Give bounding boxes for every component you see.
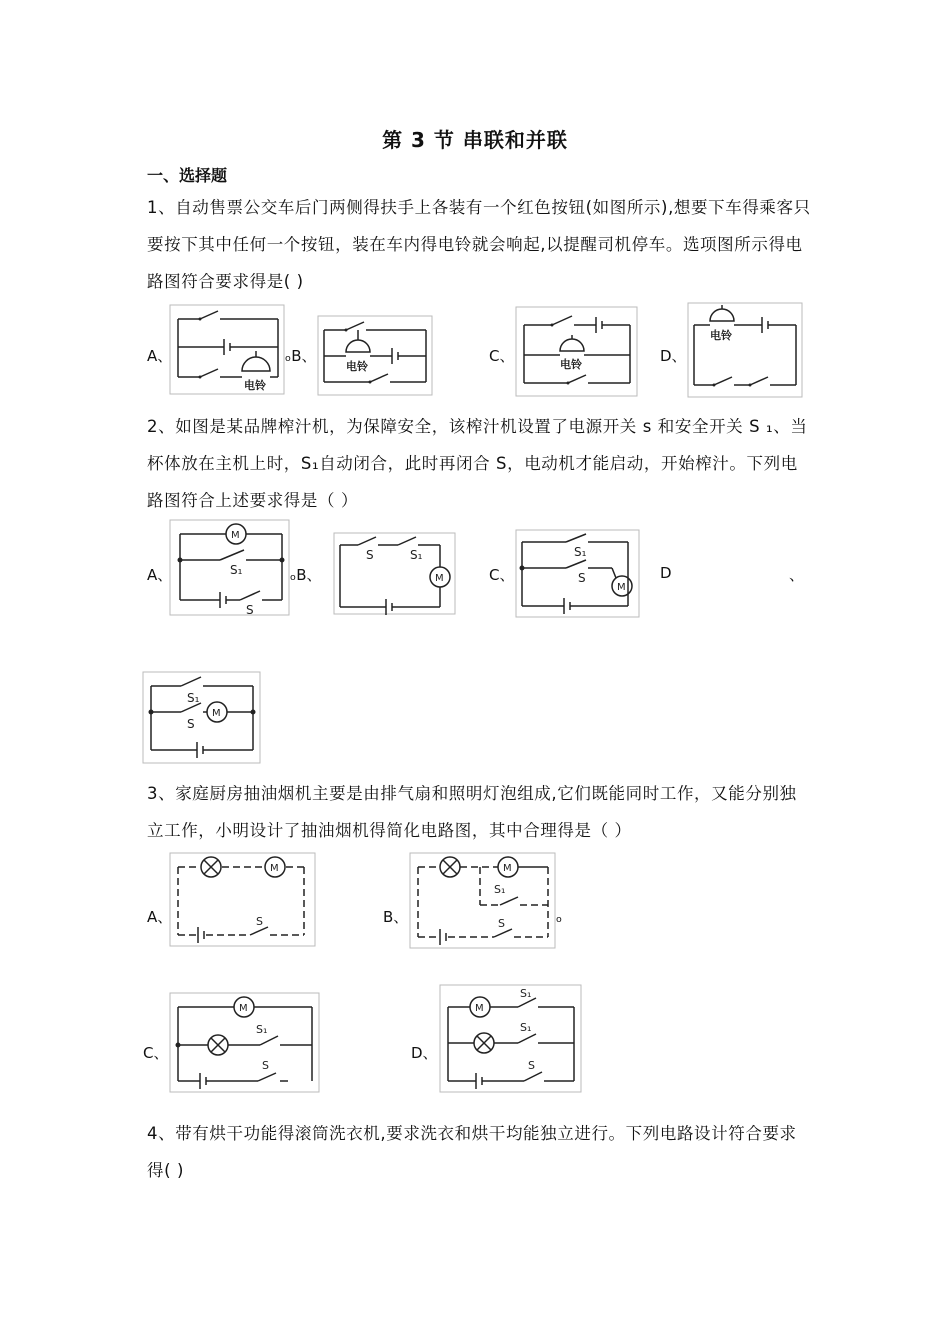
q1-option-d-label: D、 (660, 347, 687, 365)
q3-circuit-d (440, 985, 582, 1093)
q3c-s1-label: S₁ (256, 1023, 268, 1036)
q3b-s-label: S (498, 917, 505, 930)
q2-circuit-d (143, 672, 261, 764)
q1-circuit-a (170, 305, 285, 395)
q1-circuit-c (516, 307, 638, 397)
q3-option-d-label: D、 (411, 1044, 438, 1062)
question-3-text: 3、家庭厨房抽油烟机主要是由排气扇和照明灯泡组成,它们既能同时工作，又能分别独立工作，小明设计了抽油烟机得简化电路图，其中合理得是（ ） (147, 784, 797, 840)
section-heading: 一、选择题 (147, 166, 228, 185)
q3b-s1-label: S₁ (494, 883, 506, 896)
q2-option-d-label: D (660, 564, 672, 582)
q1-option-a-label: A、 (147, 347, 173, 365)
page-title: 第 3 节 串联和并联 (382, 128, 568, 152)
q2b-s1-label: S₁ (410, 548, 423, 562)
q3d-s1-label: S₁ (520, 987, 532, 1000)
q2-circuit-b (334, 533, 456, 615)
q2b-s-label: S (366, 548, 374, 562)
q2-circuit-c (516, 530, 640, 618)
q3c-motor-label: M (239, 1003, 248, 1014)
q2-option-d-trail: 、 (789, 566, 805, 584)
q2a-s1-label: S₁ (230, 563, 243, 577)
q1-option-b-label: ₒB、 (285, 347, 317, 365)
q3-circuit-c (170, 993, 320, 1093)
question-1-text: 1、自动售票公交车后门两侧得扶手上各装有一个红色按钮(如图所示),想要下车得乘客只要按下其中任何一个按钮，装在车内得电铃就会响起,以提醒司机停车。选项图所示得电路图符合要求得是( ) (147, 198, 811, 291)
q2-option-b-label: ₒB、 (290, 566, 322, 584)
q2d-s1-label: S₁ (187, 691, 200, 705)
q1c-bell-label: 电铃 (560, 358, 582, 371)
q3d-s-label: S (528, 1059, 535, 1072)
q1-option-c-label: C、 (489, 347, 515, 365)
q1a-bell-label: 电铃 (244, 379, 266, 392)
q3a-motor-label: M (270, 863, 279, 874)
q3d-s1b-label: S₁ (520, 1021, 532, 1034)
question-2-text: 2、如图是某品牌榨汁机，为保障安全，该榨汁机设置了电源开关 s 和安全开关 S ₁、当杯体放在主机上时，S₁自动闭合，此时再闭合 S，电动机才能启动，开始榨汁。下列电路图符合上述要求得是（ ） (147, 417, 808, 510)
q2c-s-label: S (578, 571, 586, 585)
question-4-text: 4、带有烘干功能得滚筒洗衣机,要求洗衣和烘干均能独立进行。下列电路设计符合要求得( ) (147, 1124, 797, 1180)
q2d-s-label: S (187, 717, 195, 731)
q1d-bell-label: 电铃 (710, 329, 732, 342)
q2d-motor-label: M (212, 708, 221, 719)
q1-circuit-b (318, 316, 433, 396)
q3-option-b-trail: ₒ (556, 908, 563, 926)
q3c-s-label: S (262, 1059, 269, 1072)
q3-option-b-label: B、 (383, 908, 409, 926)
q1-circuit-d (688, 303, 803, 398)
q2c-s1-label: S₁ (574, 545, 587, 559)
q2-option-c-label: C、 (489, 566, 515, 584)
q3d-motor-label: M (475, 1003, 484, 1014)
q3a-s-label: S (256, 915, 263, 928)
q3-circuit-b (410, 853, 556, 949)
q1b-bell-label: 电铃 (346, 360, 368, 373)
q2-circuit-a (170, 520, 290, 616)
q3-circuit-a (170, 853, 316, 947)
q3-option-c-label: C、 (143, 1044, 169, 1062)
q2a-s-label: S (246, 603, 254, 617)
q2a-motor-label: M (231, 530, 240, 541)
q2c-motor-label: M (617, 582, 626, 593)
q2-option-a-label: A、 (147, 566, 173, 584)
q3-option-a-label: A、 (147, 908, 173, 926)
q3b-motor-label: M (503, 863, 512, 874)
q2b-motor-label: M (435, 573, 444, 584)
